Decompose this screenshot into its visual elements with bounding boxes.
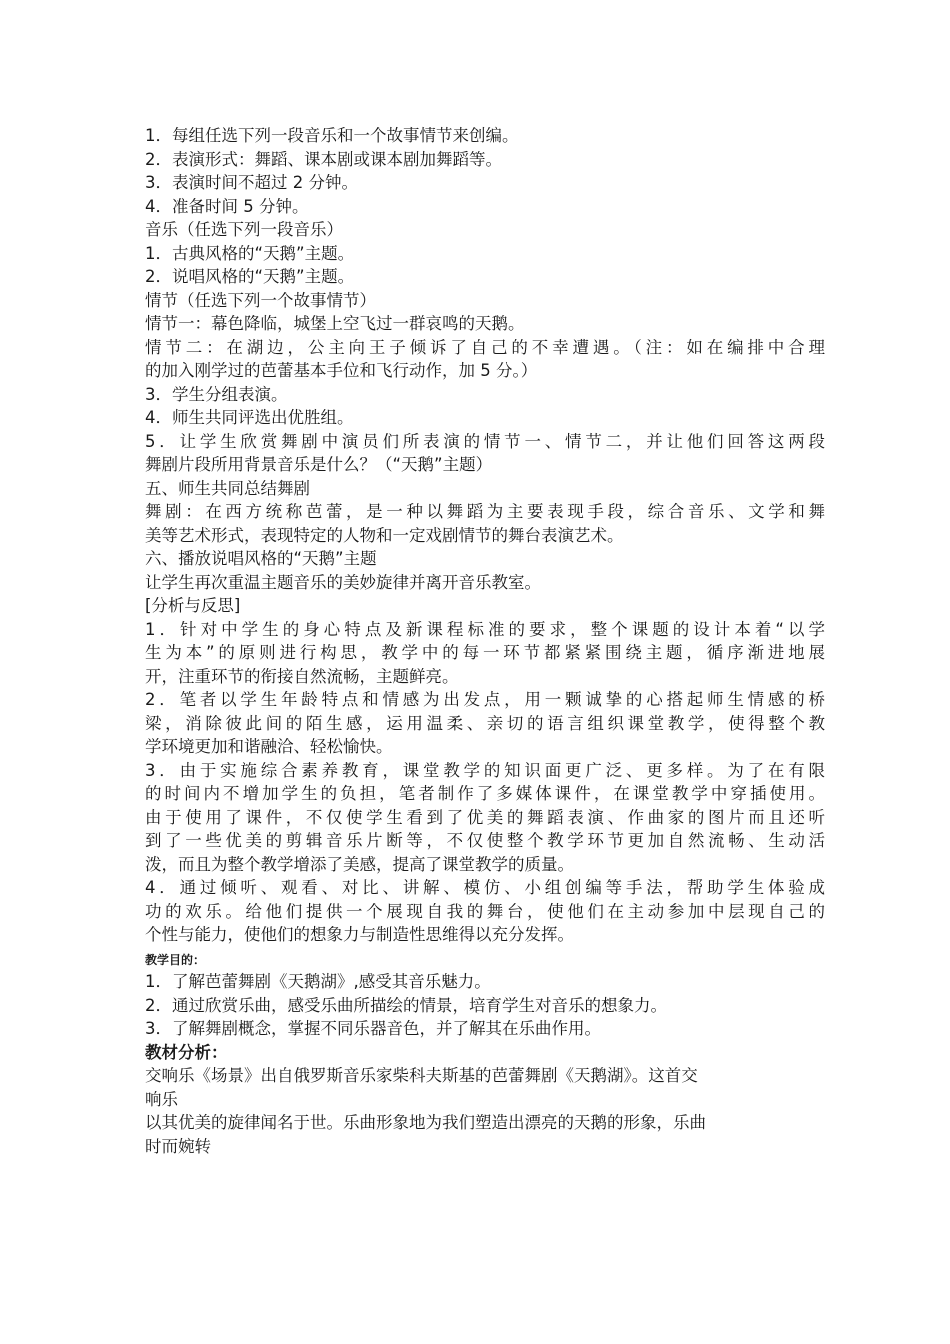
- text-line: 交响乐《场景》出自俄罗斯音乐家柴科夫斯基的芭蕾舞剧《天鹅湖》。这首交: [145, 1066, 698, 1085]
- text-line: 情节（任选下列一个故事情节）: [145, 290, 376, 310]
- text-line: 3．了解舞剧概念，掌握不同乐器音色，并了解其在乐曲作用。: [145, 1019, 601, 1038]
- text-line: 响乐: [145, 1089, 178, 1109]
- text-line: 1．古典风格的“天鹅”主题。: [145, 243, 355, 263]
- section-heading: 教材分析：: [145, 1042, 228, 1062]
- text-line: 3．学生分组表演。: [145, 384, 288, 404]
- text-line: 情节二：在湖边，公主向王子倾诉了自己的不幸遭遇。（注：如在编排中合理: [145, 337, 825, 357]
- text-line: 时而婉转: [145, 1136, 211, 1156]
- text-line: 生为本”的原则进行构思，教学中的每一环节都紧紧围绕主题，循序渐进地展: [145, 643, 825, 662]
- text-line: 个性与能力，使他们的想象力与制造性思维得以充分发挥。: [145, 925, 574, 944]
- text-line: 让学生再次重温主题音乐的美妙旋律并离开音乐教室。: [145, 572, 541, 592]
- text-line: 1．针对中学生的身心特点及新课程标准的要求，整个课题的设计本着“以学: [145, 619, 825, 639]
- text-line: 3．表演时间不超过 2 分钟。: [145, 173, 358, 192]
- text-line: 美等艺术形式，表现特定的人物和一定戏剧情节的舞台表演艺术。: [145, 525, 624, 545]
- text-line: 开，注重环节的衔接自然流畅，主题鲜亮。: [145, 666, 459, 686]
- text-line: 4．通过倾听、观看、对比、讲解、模仿、小组创编等手法，帮助学生体验成: [145, 878, 825, 897]
- text-line: [分析与反思]: [145, 596, 241, 615]
- text-line: 泼，而且为整个教学增添了美感，提高了课堂教学的质量。: [145, 854, 574, 874]
- text-line: 梁，消除彼此间的陌生感，运用温柔、亲切的语言组织课堂教学，使得整个教: [145, 713, 825, 733]
- text-line: 由于使用了课件，不仅使学生看到了优美的舞蹈表演、作曲家的图片而且还听: [145, 807, 825, 827]
- text-line: 1．每组任选下列一段音乐和一个故事情节来创编。: [145, 126, 519, 145]
- text-line: 功的欢乐。给他们提供一个展现自我的舞台，使他们在主动参加中层现自己的: [145, 901, 825, 921]
- text-line: 情节一：幕色降临，城堡上空飞过一群哀鸣的天鹅。: [145, 314, 525, 333]
- text-line: 2．说唱风格的“天鹅”主题。: [145, 267, 355, 286]
- text-line: 的加入刚学过的芭蕾基本手位和飞行动作，加 5 分。）: [145, 361, 538, 380]
- text-line: 5．让学生欣赏舞剧中演员们所表演的情节一、情节二，并让他们回答这两段: [145, 431, 825, 451]
- text-line: 五、师生共同总结舞剧: [145, 478, 310, 498]
- text-line: 到了一些优美的剪辑音乐片断等，不仅使整个教学环节更加自然流畅、生动活: [145, 831, 825, 850]
- text-line: 学环境更加和谐融洽、轻松愉快。: [145, 737, 393, 756]
- text-line: 2．笔者以学生年龄特点和情感为出发点，用一颗诚挚的心搭起师生情感的桥: [145, 690, 825, 709]
- text-line: 1．了解芭蕾舞剧《天鹅湖》,感受其音乐魅力。: [145, 972, 491, 991]
- text-line: 3．由于实施综合素养教育，课堂教学的知识面更广泛、更多样。为了在有限: [145, 760, 825, 780]
- text-line: 2．表演形式：舞蹈、课本剧或课本剧加舞蹈等。: [145, 149, 502, 169]
- text-line: 4．准备时间 5 分钟。: [145, 196, 309, 216]
- text-line: 舞剧：在西方统称芭蕾，是一种以舞蹈为主要表现手段，综合音乐、文学和舞: [145, 502, 825, 521]
- text-line: 音乐（任选下列一段音乐）: [145, 220, 343, 239]
- text-line: 以其优美的旋律闻名于世。乐曲形象地为我们塑造出漂亮的天鹅的形象，乐曲: [145, 1113, 706, 1132]
- text-line: 的时间内不增加学生的负担，笔者制作了多媒体课件，在课堂教学中穿插使用。: [145, 784, 825, 803]
- document-page: [145, 124, 825, 1158]
- text-line: 舞剧片段所用背景音乐是什么？（“天鹅”主题）: [145, 455, 493, 474]
- text-line: 2．通过欣赏乐曲，感受乐曲所描绘的情景，培育学生对音乐的想象力。: [145, 995, 667, 1015]
- text-line: 4．师生共同评选出优胜组。: [145, 408, 354, 427]
- text-line: 六、播放说唱风格的“天鹅”主题: [145, 549, 377, 568]
- section-heading: 教学目的：: [145, 952, 206, 967]
